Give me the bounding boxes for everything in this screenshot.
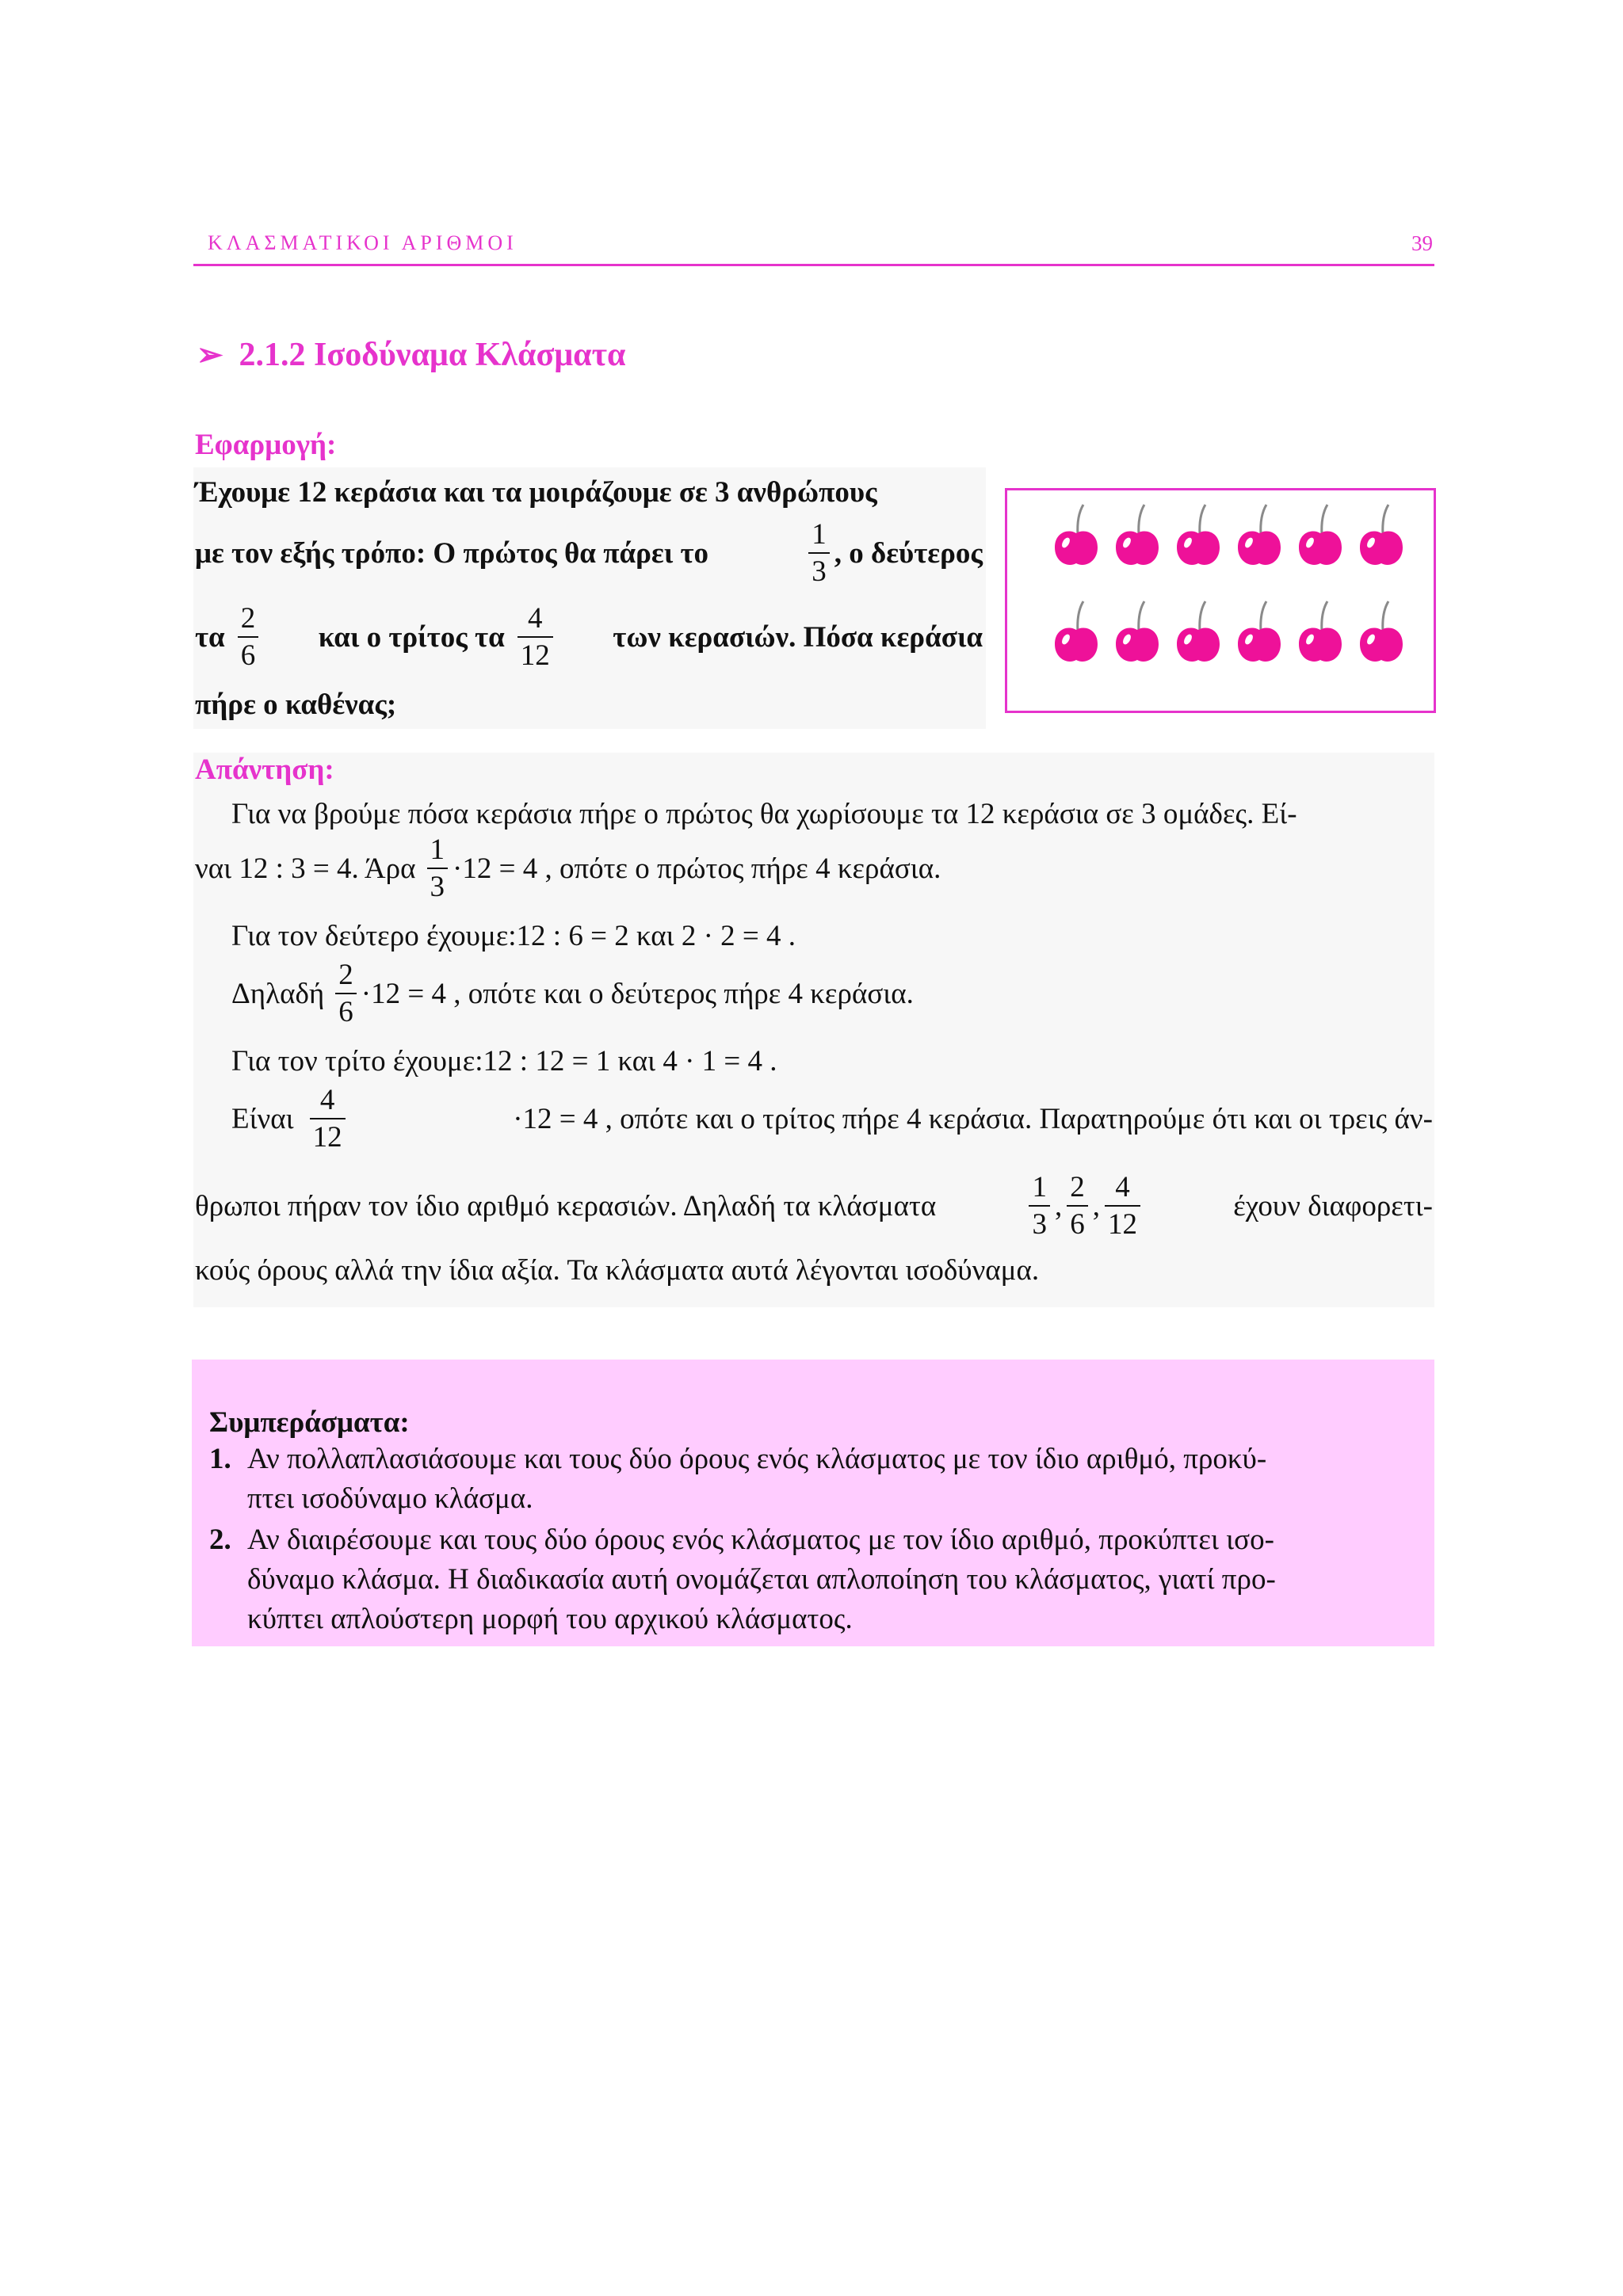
answer-p6-text: θρωποι πήραν τον ίδιο αριθμό κερασιών. Δηλαδή τα κλάσματα xyxy=(195,1189,937,1222)
fraction-denominator: 6 xyxy=(338,996,353,1028)
answer-label: Απάντηση: xyxy=(195,753,334,786)
answer-p6 xyxy=(195,1173,1433,1239)
problem-line-2-end: , ο δεύτερος xyxy=(834,536,983,570)
arrow-bullet-icon: ➢ xyxy=(197,337,223,372)
fraction-four-twelfths xyxy=(1105,1173,1140,1239)
problem-line-1: Έχουμε 12 κεράσια και τα μοιράζουμε σε 3 ανθρώπους xyxy=(195,476,877,509)
fraction-two-sixths xyxy=(1067,1173,1088,1239)
fraction-numerator: 2 xyxy=(240,602,256,635)
problem-line-3-start: τα xyxy=(195,620,225,654)
problem-line-2 xyxy=(195,515,983,591)
conclusion-item-1-line-2: πτει ισοδύναμο κλάσμα. xyxy=(247,1482,533,1515)
answer-p1-line1: Για να βρούμε πόσα κεράσια πήρε ο πρώτος θα χωρίσουμε τα 12 κεράσια σε 3 ομάδες. Εί- xyxy=(231,798,1297,830)
fraction-denominator: 3 xyxy=(812,555,827,588)
fraction-denominator: 6 xyxy=(240,639,256,672)
fraction-numerator: 4 xyxy=(319,1084,335,1116)
fraction-denominator: 3 xyxy=(1032,1208,1047,1241)
running-title: ΚΛΑΣΜΑΤΙΚΟΙ ΑΡΙΘΜΟΙ xyxy=(208,231,517,254)
fraction-one-third xyxy=(427,835,449,902)
header-rule xyxy=(193,264,1434,266)
cherry-icon xyxy=(1296,600,1345,666)
fraction-two-sixths xyxy=(335,960,357,1027)
cherry-icon xyxy=(1174,600,1223,666)
cherry-icon xyxy=(1235,503,1284,570)
fraction-two-sixths xyxy=(238,604,259,670)
answer-p7: κούς όρους αλλά την ίδια αξία. Τα κλάσματα αυτά λέγονται ισοδύναμα. xyxy=(195,1254,1040,1287)
fraction-four-twelfths xyxy=(517,604,553,670)
fraction-denominator: 12 xyxy=(1107,1208,1137,1241)
cherry-icon xyxy=(1052,600,1101,666)
answer-p5 xyxy=(231,1085,1433,1152)
fraction-bar xyxy=(1029,1205,1050,1207)
comma: , xyxy=(1092,1189,1100,1222)
fraction-bar xyxy=(238,636,259,638)
item-text-line-1: Αν πολλαπλασιάσουμε και τους δύο όρους ενός κλάσματος με τον ίδιο αριθμό, προκύ- xyxy=(247,1443,1267,1475)
fraction-denominator: 12 xyxy=(520,639,550,672)
answer-p3-end: ·12 = 4 , οπότε και ο δεύτερος πήρε 4 κεράσια. xyxy=(361,977,914,1010)
fraction-list xyxy=(1024,1173,1145,1239)
fraction-denominator: 6 xyxy=(1070,1208,1085,1241)
application-label: Εφαρμογή: xyxy=(195,429,337,461)
fraction-numerator: 2 xyxy=(338,959,353,991)
fraction-numerator: 4 xyxy=(528,602,543,635)
fraction-bar xyxy=(427,868,449,869)
answer-p3 xyxy=(231,960,914,1027)
fraction-bar xyxy=(335,993,357,994)
fraction-four-twelfths xyxy=(310,1085,346,1152)
fraction-bar xyxy=(1067,1205,1088,1207)
answer-p4: Για τον τρίτο έχουμε:12 : 12 = 1 και 4 · 1 = 4 . xyxy=(231,1045,777,1077)
section-heading xyxy=(197,336,625,374)
fraction-bar xyxy=(517,636,553,638)
answer-p5-end: ·12 = 4 , οπότε και ο τρίτος πήρε 4 κεράσια. Παρατηρούμε ότι και οι τρεις άν- xyxy=(513,1102,1433,1135)
answer-p2: Για τον δεύτερο έχουμε:12 : 6 = 2 και 2 · 2 = 4 . xyxy=(231,920,796,952)
conclusion-item-1 xyxy=(209,1442,1267,1476)
problem-line-3-end: των κερασιών. Πόσα κεράσια xyxy=(613,620,983,654)
fraction-numerator: 1 xyxy=(1032,1171,1047,1203)
item-number: 2. xyxy=(209,1524,231,1556)
answer-p5-text: Είναι xyxy=(231,1102,294,1135)
conclusions-title: Συμπεράσματα: xyxy=(209,1406,410,1439)
cherry-icon xyxy=(1235,600,1284,666)
fraction-bar xyxy=(310,1118,346,1119)
conclusion-item-2-line-2: δύναμο κλάσμα. Η διαδικασία αυτή ονομάζεται απλοποίηση του κλάσματος, γιατί προ- xyxy=(247,1563,1276,1596)
cherry-icon xyxy=(1357,503,1406,570)
problem-line-4: πήρε ο καθένας; xyxy=(195,688,397,721)
cherry-icon xyxy=(1052,503,1101,570)
fraction-denominator: 3 xyxy=(430,871,445,903)
problem-statement xyxy=(193,467,986,729)
page-number: 39 xyxy=(1411,231,1433,255)
item-number: 1. xyxy=(209,1443,231,1475)
section-title: 2.1.2 Ισοδύναμα Κλάσματα xyxy=(239,337,626,373)
fraction-bar xyxy=(1105,1205,1140,1207)
fraction-one-third xyxy=(808,520,830,586)
answer-p1-line2 xyxy=(195,835,941,902)
item-text-line-1: Αν διαιρέσουμε και τους δύο όρους ενός κλάσματος με τον ίδιο αριθμό, προκύπτει ισο- xyxy=(247,1524,1274,1556)
problem-line-3 xyxy=(195,599,983,675)
answer-p1-line2-text: ναι 12 : 3 = 4. Άρα xyxy=(195,852,416,885)
cherry-icon xyxy=(1113,600,1162,666)
answer-p1-line2-end: ·12 = 4 , οπότε ο πρώτος πήρε 4 κεράσια. xyxy=(453,852,941,885)
problem-line-2-text: με τον εξής τρόπο: Ο πρώτος θα πάρει το xyxy=(195,536,709,570)
answer-p3-text: Δηλαδή xyxy=(231,977,325,1010)
fraction-numerator: 4 xyxy=(1115,1171,1130,1203)
cherry-icon xyxy=(1174,503,1223,570)
comma: , xyxy=(1054,1189,1063,1222)
fraction-numerator: 1 xyxy=(812,518,827,551)
conclusions-box xyxy=(192,1360,1434,1646)
answer-p6-end: έχουν διαφορετι- xyxy=(1233,1189,1433,1222)
fraction-numerator: 1 xyxy=(430,833,445,866)
cherries-illustration xyxy=(1005,488,1436,713)
problem-line-3-mid: και ο τρίτος τα xyxy=(318,620,505,654)
answer-section xyxy=(193,753,1434,1307)
conclusion-item-2-line-3: κύπτει απλούστερη μορφή του αρχικού κλάσματος. xyxy=(247,1603,853,1635)
fraction-bar xyxy=(808,552,830,554)
conclusion-item-2 xyxy=(209,1523,1274,1557)
fraction-denominator: 12 xyxy=(312,1121,342,1154)
fraction-numerator: 2 xyxy=(1070,1171,1085,1203)
fraction-one-third xyxy=(1029,1173,1050,1239)
cherry-icon xyxy=(1113,503,1162,570)
cherry-icon xyxy=(1357,600,1406,666)
cherry-icon xyxy=(1296,503,1345,570)
